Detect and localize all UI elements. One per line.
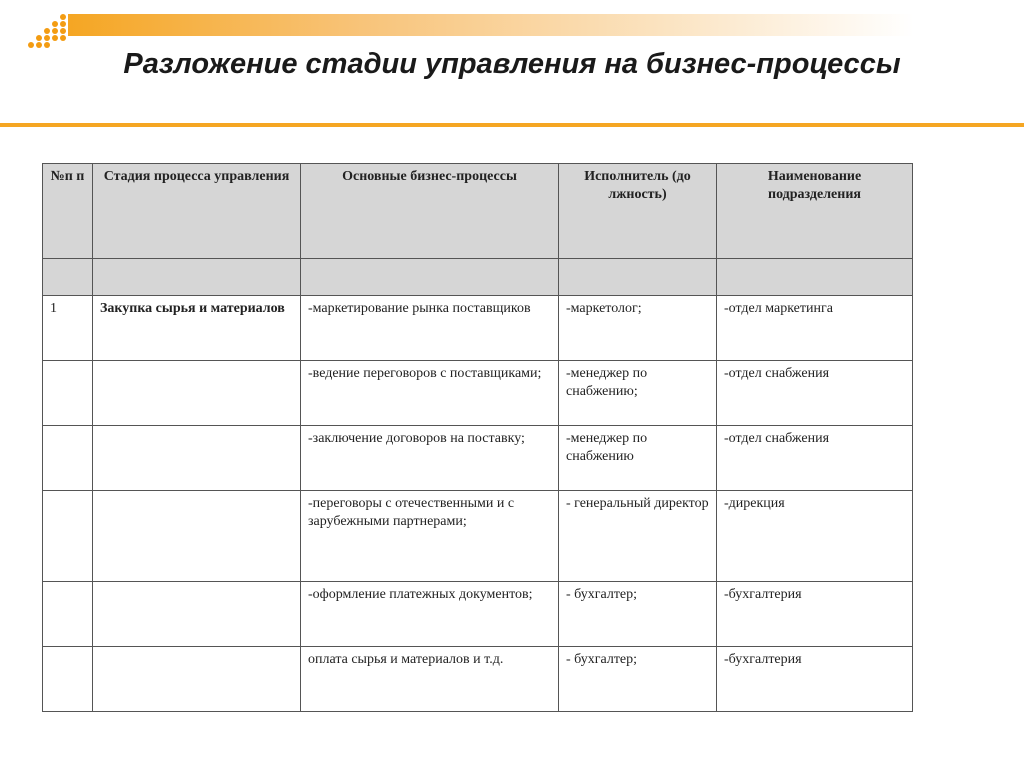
cell-number xyxy=(43,491,93,582)
cell-stage xyxy=(93,361,301,426)
cell-executor: -менеджер по снабжению; xyxy=(559,361,717,426)
cell-department: -бухгалтерия xyxy=(717,582,913,647)
table-row xyxy=(43,296,913,361)
cell-department: -отдел снабжения xyxy=(717,426,913,491)
slide-title: Разложение стадии управления на бизнес-процессы xyxy=(123,48,901,80)
title-divider xyxy=(0,123,1024,127)
cell-process: оплата сырья и материалов и т.д. xyxy=(301,647,559,712)
cell-department: -бухгалтерия xyxy=(717,647,913,712)
table-row xyxy=(43,426,913,491)
cell-process: -маркетирование рынка поставщиков xyxy=(301,296,559,361)
cell-department: -дирекция xyxy=(717,491,913,582)
header-processes: Основные бизнес-процессы xyxy=(301,164,559,259)
table-header-row xyxy=(43,164,913,259)
table-row xyxy=(43,582,913,647)
dots-logo-icon xyxy=(24,14,74,48)
header-department: Наименование подразделения xyxy=(717,164,913,259)
header-gradient-bar xyxy=(68,14,914,36)
table-row xyxy=(43,647,913,712)
cell-stage xyxy=(93,491,301,582)
cell-executor: - генеральный директор xyxy=(559,491,717,582)
cell-process: -заключение договоров на поставку; xyxy=(301,426,559,491)
cell-executor: - бухгалтер; xyxy=(559,582,717,647)
cell-stage xyxy=(93,647,301,712)
cell-stage xyxy=(93,582,301,647)
header-executor: Исполнитель (до лжность) xyxy=(559,164,717,259)
cell-number xyxy=(43,582,93,647)
cell-executor: -менеджер по снабжению xyxy=(559,426,717,491)
table-spacer-row xyxy=(43,259,913,296)
cell-number xyxy=(43,426,93,491)
business-process-table xyxy=(42,163,913,712)
header-stage: Стадия процесса управления xyxy=(93,164,301,259)
cell-stage xyxy=(93,426,301,491)
cell-stage: Закупка сырья и материалов xyxy=(93,296,301,361)
cell-process: -ведение переговоров с поставщиками; xyxy=(301,361,559,426)
cell-department: -отдел маркетинга xyxy=(717,296,913,361)
cell-process: -переговоры с отечественными и с зарубежными партнерами; xyxy=(301,491,559,582)
cell-executor: -маркетолог; xyxy=(559,296,717,361)
cell-department: -отдел снабжения xyxy=(717,361,913,426)
cell-number xyxy=(43,647,93,712)
cell-number: 1 xyxy=(43,296,93,361)
table-row xyxy=(43,361,913,426)
cell-executor: - бухгалтер; xyxy=(559,647,717,712)
cell-number xyxy=(43,361,93,426)
table-row xyxy=(43,491,913,582)
cell-process: -оформление платежных документов; xyxy=(301,582,559,647)
header-number: №п п xyxy=(43,164,93,259)
